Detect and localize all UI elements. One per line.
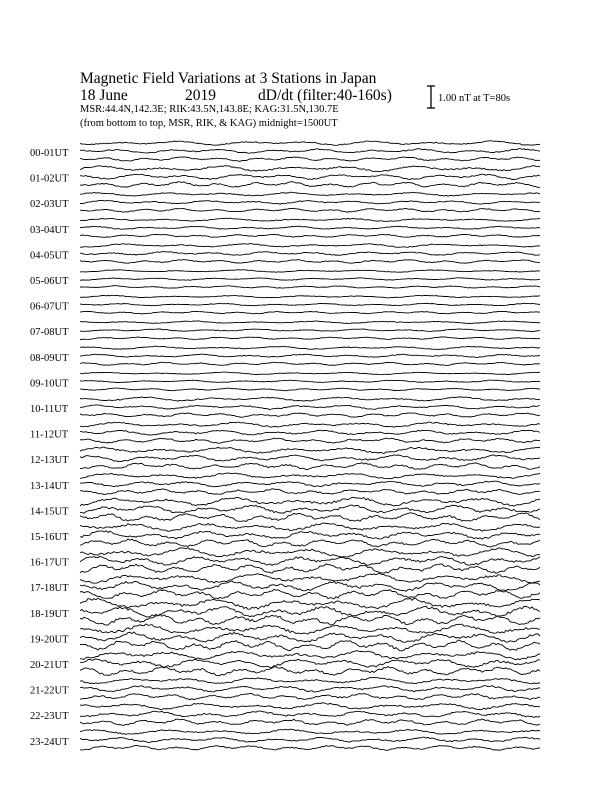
- trace-kag: [80, 422, 540, 427]
- trace-rik: [80, 430, 540, 435]
- trace-msr: [80, 337, 540, 340]
- trace-msr: [80, 438, 540, 443]
- trace-kag: [80, 372, 540, 375]
- hour-label: 04-05UT: [30, 250, 69, 262]
- trace-rik: [80, 354, 540, 357]
- hour-label: 02-03UT: [30, 199, 69, 211]
- trace-msr: [80, 362, 540, 365]
- trace-kag: [80, 192, 540, 196]
- trace-rik: [80, 505, 540, 513]
- trace-rik: [80, 278, 540, 281]
- hour-label: 03-04UT: [30, 224, 69, 236]
- hour-label: 18-19UT: [30, 608, 69, 620]
- hour-label: 22-23UT: [30, 711, 69, 723]
- hour-label: 17-18UT: [30, 583, 69, 595]
- hour-label: 23-24UT: [30, 736, 69, 748]
- trace-kag: [80, 548, 540, 557]
- date-label: 18 June: [80, 87, 128, 104]
- hour-label: 15-16UT: [30, 532, 69, 543]
- year-label: 2019: [185, 87, 216, 104]
- quantity-label: dD/dt (filter:40-160s): [258, 87, 392, 104]
- trace-msr: [80, 234, 540, 237]
- trace-msr: [80, 286, 540, 289]
- hour-label: 06-07UT: [30, 301, 69, 313]
- trace-kag: [80, 447, 540, 453]
- trace-kag: [80, 244, 540, 248]
- hour-label: 07-08UT: [30, 327, 69, 339]
- trace-kag: [80, 295, 540, 298]
- hour-label: 09-10UT: [30, 378, 69, 390]
- trace-msr: [80, 745, 540, 750]
- trace-kag: [80, 523, 540, 531]
- trace-rik: [80, 329, 540, 332]
- trace-rik: [80, 226, 540, 229]
- trace-rik: [80, 405, 540, 410]
- trace-kag: [80, 166, 540, 172]
- trace-msr: [80, 667, 540, 676]
- trace-rik: [80, 711, 540, 717]
- stations-label: MSR:44.4N,142.3E; RIK:43.5N,143.8E; KAG:31.5N,130.7E: [80, 104, 339, 115]
- trace-msr: [80, 614, 540, 625]
- trace-msr: [80, 413, 540, 417]
- hour-label: 10-11UT: [30, 404, 69, 415]
- trace-msr: [80, 564, 540, 573]
- trace-rik: [80, 659, 540, 668]
- trace-kag: [80, 598, 540, 609]
- trace-kag: [80, 729, 540, 734]
- trace-msr: [80, 311, 540, 314]
- trace-rik: [80, 581, 540, 591]
- trace-rik: [80, 252, 540, 256]
- trace-kag: [80, 141, 540, 146]
- trace-msr: [80, 489, 540, 495]
- trace-msr: [80, 463, 540, 470]
- trace-rik: [80, 380, 540, 382]
- trace-msr: [80, 259, 540, 263]
- trace-kag: [80, 703, 540, 710]
- trace-msr: [80, 539, 540, 547]
- trace-msr: [80, 719, 540, 725]
- trace-msr: [80, 157, 540, 162]
- trace-msr: [80, 693, 540, 700]
- hour-label: 11-12UT: [30, 429, 69, 441]
- trace-rik: [80, 606, 540, 617]
- trace-rik: [80, 737, 540, 742]
- trace-kag: [80, 346, 540, 349]
- chart-title: Magnetic Field Variations at 3 Stations in Japan: [80, 70, 377, 87]
- scale-label: 1.00 nT at T=80s: [438, 93, 511, 104]
- hour-label: 01-02UT: [30, 173, 69, 185]
- trace-kag: [80, 473, 540, 479]
- trace-rik: [80, 149, 540, 154]
- trace-kag: [80, 270, 540, 273]
- order-note: (from bottom to top, MSR, RIK, & KAG) midnight=1500UT: [80, 118, 338, 129]
- hour-label: 14-15UT: [30, 506, 69, 518]
- trace-msr: [80, 208, 540, 212]
- trace-rik: [80, 686, 540, 692]
- trace-rik: [80, 632, 540, 642]
- hour-label: 20-21UT: [30, 660, 69, 671]
- trace-kag: [80, 624, 540, 634]
- trace-rik: [80, 531, 540, 539]
- trace-kag: [80, 397, 540, 401]
- hour-label: 13-14UT: [30, 480, 69, 492]
- trace-kag: [80, 497, 540, 506]
- hour-label: 00-01UT: [30, 148, 69, 159]
- trace-kag: [80, 651, 540, 660]
- hour-label: 05-06UT: [30, 276, 69, 287]
- hour-label: 21-22UT: [30, 685, 69, 697]
- trace-kag: [80, 677, 540, 683]
- trace-rik: [80, 303, 540, 306]
- trace-msr: [80, 513, 540, 522]
- trace-msr: [80, 182, 540, 188]
- hour-label: 08-09UT: [30, 352, 69, 364]
- trace-msr: [80, 388, 540, 391]
- trace-rik: [80, 174, 540, 179]
- trace-rik: [80, 481, 540, 487]
- hour-label: 19-20UT: [30, 634, 69, 646]
- trace-rik: [80, 455, 540, 462]
- trace-kag: [80, 321, 540, 324]
- trace-rik: [80, 556, 540, 565]
- hour-label: 12-13UT: [30, 455, 69, 467]
- trace-rik: [80, 200, 540, 204]
- trace-kag: [80, 574, 540, 584]
- trace-kag: [80, 218, 540, 221]
- hour-label: 16-17UT: [30, 557, 69, 569]
